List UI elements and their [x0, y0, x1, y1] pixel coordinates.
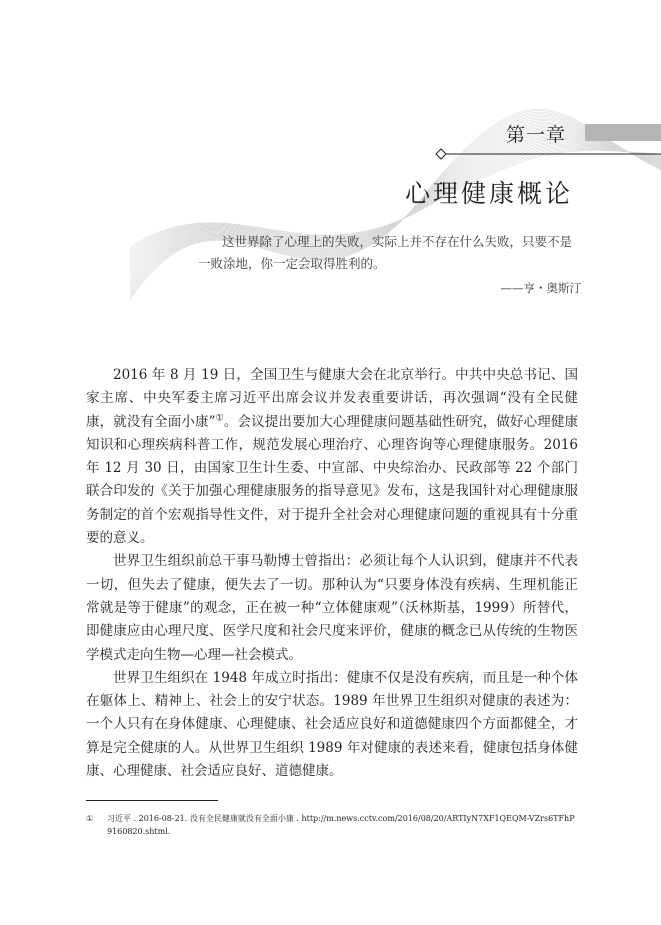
chapter-number: 第一章 [506, 124, 567, 146]
paragraph-1-start: 2016 年 8 月 19 日，全国卫生与健康大会在北京举行。中共中央总书记、国家主席、中央军委主席习近平出席会议并发表重要讲话，再次强调“没有全民健康，就没有全面小康” [86, 367, 578, 430]
footnote-text: 习近平 . 2016-08-21. 没有全民健康就没有全面小康 . http://m.news.cctv.com/2016/08/20/ARTIyN7XF1QEQM-VZrs6TFhP9160820.shtml. [107, 814, 575, 836]
epigraph-attribution: ——亨・奥斯汀 [500, 281, 581, 295]
paragraph-2: 世界卫生组织前总干事马勒博士曾指出：必须让每个人认识到，健康并不代表一切，但失去了健康，便失去了一切。那种认为“只要身体没有疾病、生理机能正常就是等于健康”的观念，正在被一种“立体健康观”（沃林斯基，1999）所替代，即健康应由心理尺度、医学尺度和社会尺度来评价，健康的概念已从传统的生物医学模式走向生物—心理—社会模式。 [86, 553, 578, 663]
paragraph-1 [86, 364, 578, 550]
chapter-title: 心理健康概论 [404, 179, 573, 208]
footnote-mark: ① [86, 814, 94, 823]
footnote [86, 812, 578, 838]
paragraph-1-end: 。会议提出要加大心理健康问题基础性研究，做好心理健康知识和心理疾病科普工作，规范发展心理治疗、心理咨询等心理健康服务。2016 年 12 月 30 日，由国家卫生计生委、中宣部、中央综治办、民政部等 22 个部门联合印发的《关于加强心理健康服务的指导意见》发布，这是我国针对心理健康服务制定的首个宏观指导性文件，对于提升全社会对心理健康问题的重视具有十分重要的意义。 [86, 413, 578, 547]
epigraph-text: 这世界除了心理上的失败，实际上并不存在什么失败，只要不是一败涂地，你一定会取得胜利的。 [198, 234, 573, 271]
paragraph-3: 世界卫生组织在 1948 年成立时指出：健康不仅是没有疾病，而且是一种个体在躯体上、精神上、社会上的安宁状态。1989 年世界卫生组织对健康的表述为：一个人只有在身体健康、心理健康、社会适应良好和道德健康四个方面都健全，才算是完全健康的人。从世界卫生组织 1989 年对健康的表述来看，健康包括身体健康、心理健康、社会适应良好、道德健康。 [86, 669, 578, 780]
chapter-rule-line [435, 148, 661, 160]
footnote-divider [86, 800, 218, 801]
chapter-accent-bar [585, 124, 661, 141]
body-text [86, 364, 578, 783]
footnote-reference[interactable]: ① [215, 413, 224, 424]
epigraph-quote [198, 231, 580, 275]
